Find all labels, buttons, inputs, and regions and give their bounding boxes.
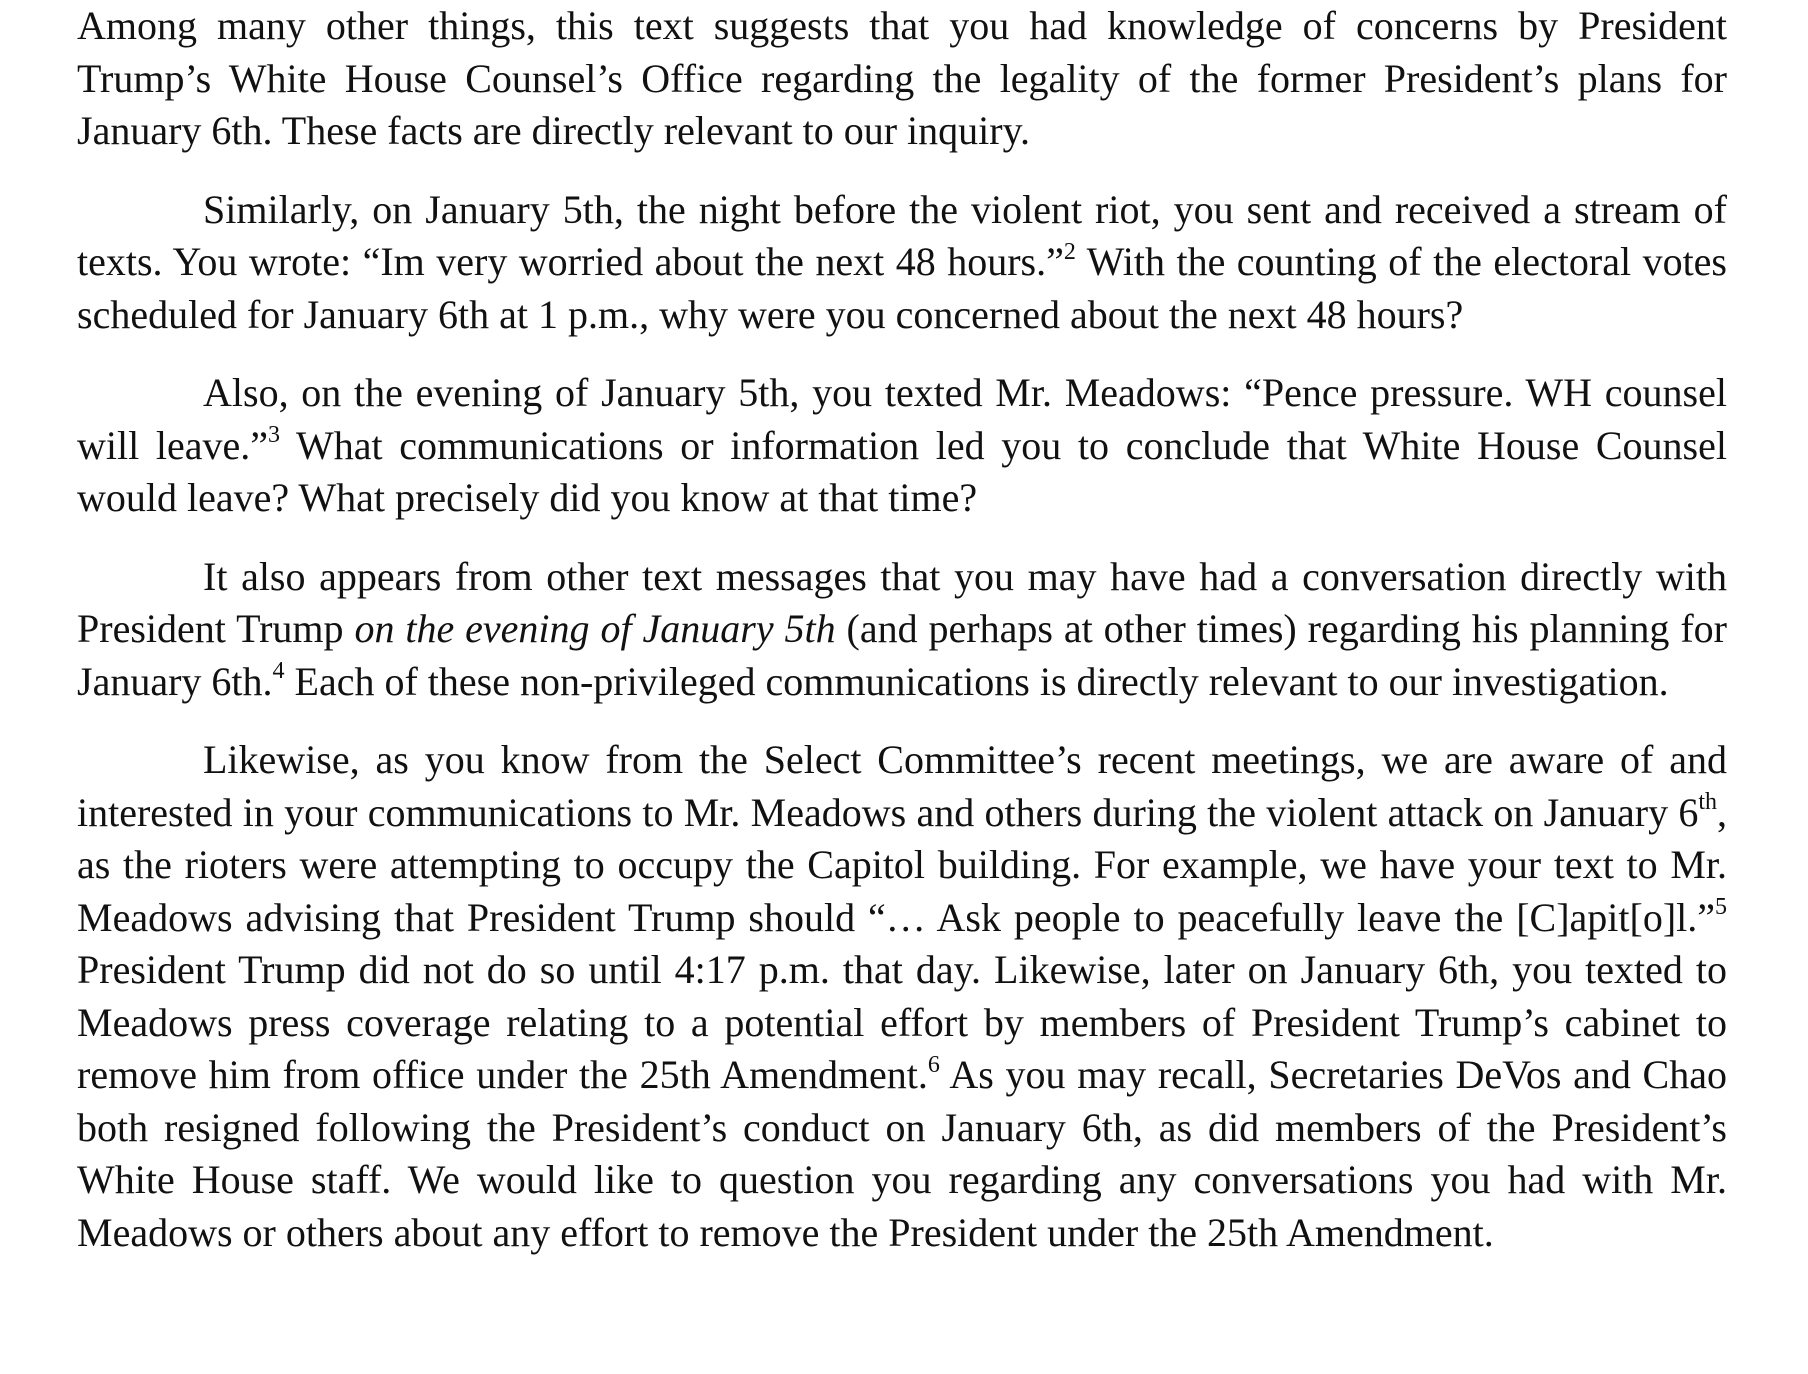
paragraph-january-6th-communications [77, 734, 1727, 1259]
paragraph-text: Among many other things, this text suggests that you had knowledge of concerns by President Trump’s White House Counsel’s Office regarding the legality of the former President’s plans for January 6th. These facts are directly relevant to our inquiry. [77, 3, 1727, 153]
paragraph-text: Also, on the evening of January 5th, you texted Mr. Meadows: “Pence pressure. WH counsel will leave.” [77, 370, 1727, 468]
paragraph-january-5th-texts [77, 184, 1727, 342]
paragraph-text: It also appears from other text messages that you may have had a conversation directly with President Trump [77, 553, 1727, 651]
paragraph-conversation-with-trump [77, 551, 1727, 709]
paragraph-text: (and perhaps at other times) regarding his planning for January 6th. [77, 606, 1727, 704]
paragraph-text: , as the rioters were attempting to occupy the Capitol building. For example, we have your text to Mr. Meadows advising that President Trump should “… Ask people to peacefully leave the [C]apit[o]l.” [77, 789, 1727, 940]
paragraph-text: Similarly, on January 5th, the night before the violent riot, you sent and received a stream of texts. You wrote: “Im very worried about the next 48 hours.” [77, 186, 1727, 284]
paragraph-text: Likewise, as you know from the Select Committee’s recent meetings, we are aware of and interested in your communications to Mr. Meadows and others during the violent attack on January 6 [77, 737, 1727, 835]
paragraph-white-house-counsel-concerns [77, 0, 1727, 158]
paragraph-text: What communications or information led you to conclude that White House Counsel would leave? What precisely did you know at that time? [77, 422, 1727, 520]
paragraph-text: President Trump did not do so until 4:17 p.m. that day. Likewise, later on January 6th, you texted to Meadows press coverage relating to a potential effort by members of President Trump’s cabinet to remove him from office under the 25th Amendment. [77, 947, 1727, 1097]
footnote-ref: 6 [927, 1051, 940, 1078]
footnote-ref: 2 [1063, 238, 1076, 265]
paragraph-pence-pressure [77, 367, 1727, 525]
footnote-ref: 3 [268, 422, 281, 449]
footnote-ref: 4 [272, 658, 285, 685]
paragraph-emphasis: on the evening of January 5th [354, 606, 836, 651]
footnote-ref: 5 [1715, 894, 1727, 921]
letter-body [77, 0, 1727, 1285]
paragraph-text: With the counting of the electoral votes scheduled for January 6th at 1 p.m., why were you concerned about the next 48 hours? [77, 239, 1728, 337]
paragraph-text: Each of these non-privileged communications is directly relevant to our investigation. [284, 658, 1669, 704]
paragraph-text: As you may recall, Secretaries DeVos and Chao both resigned following the President’s conduct on January 6th, as did members of the President’s White House staff. We would like to question you regarding any conversations you had with Mr. Meadows or others about any effort to remove the President under the 25th Amendment. [77, 1052, 1727, 1255]
ordinal-suffix: th [1698, 789, 1717, 816]
